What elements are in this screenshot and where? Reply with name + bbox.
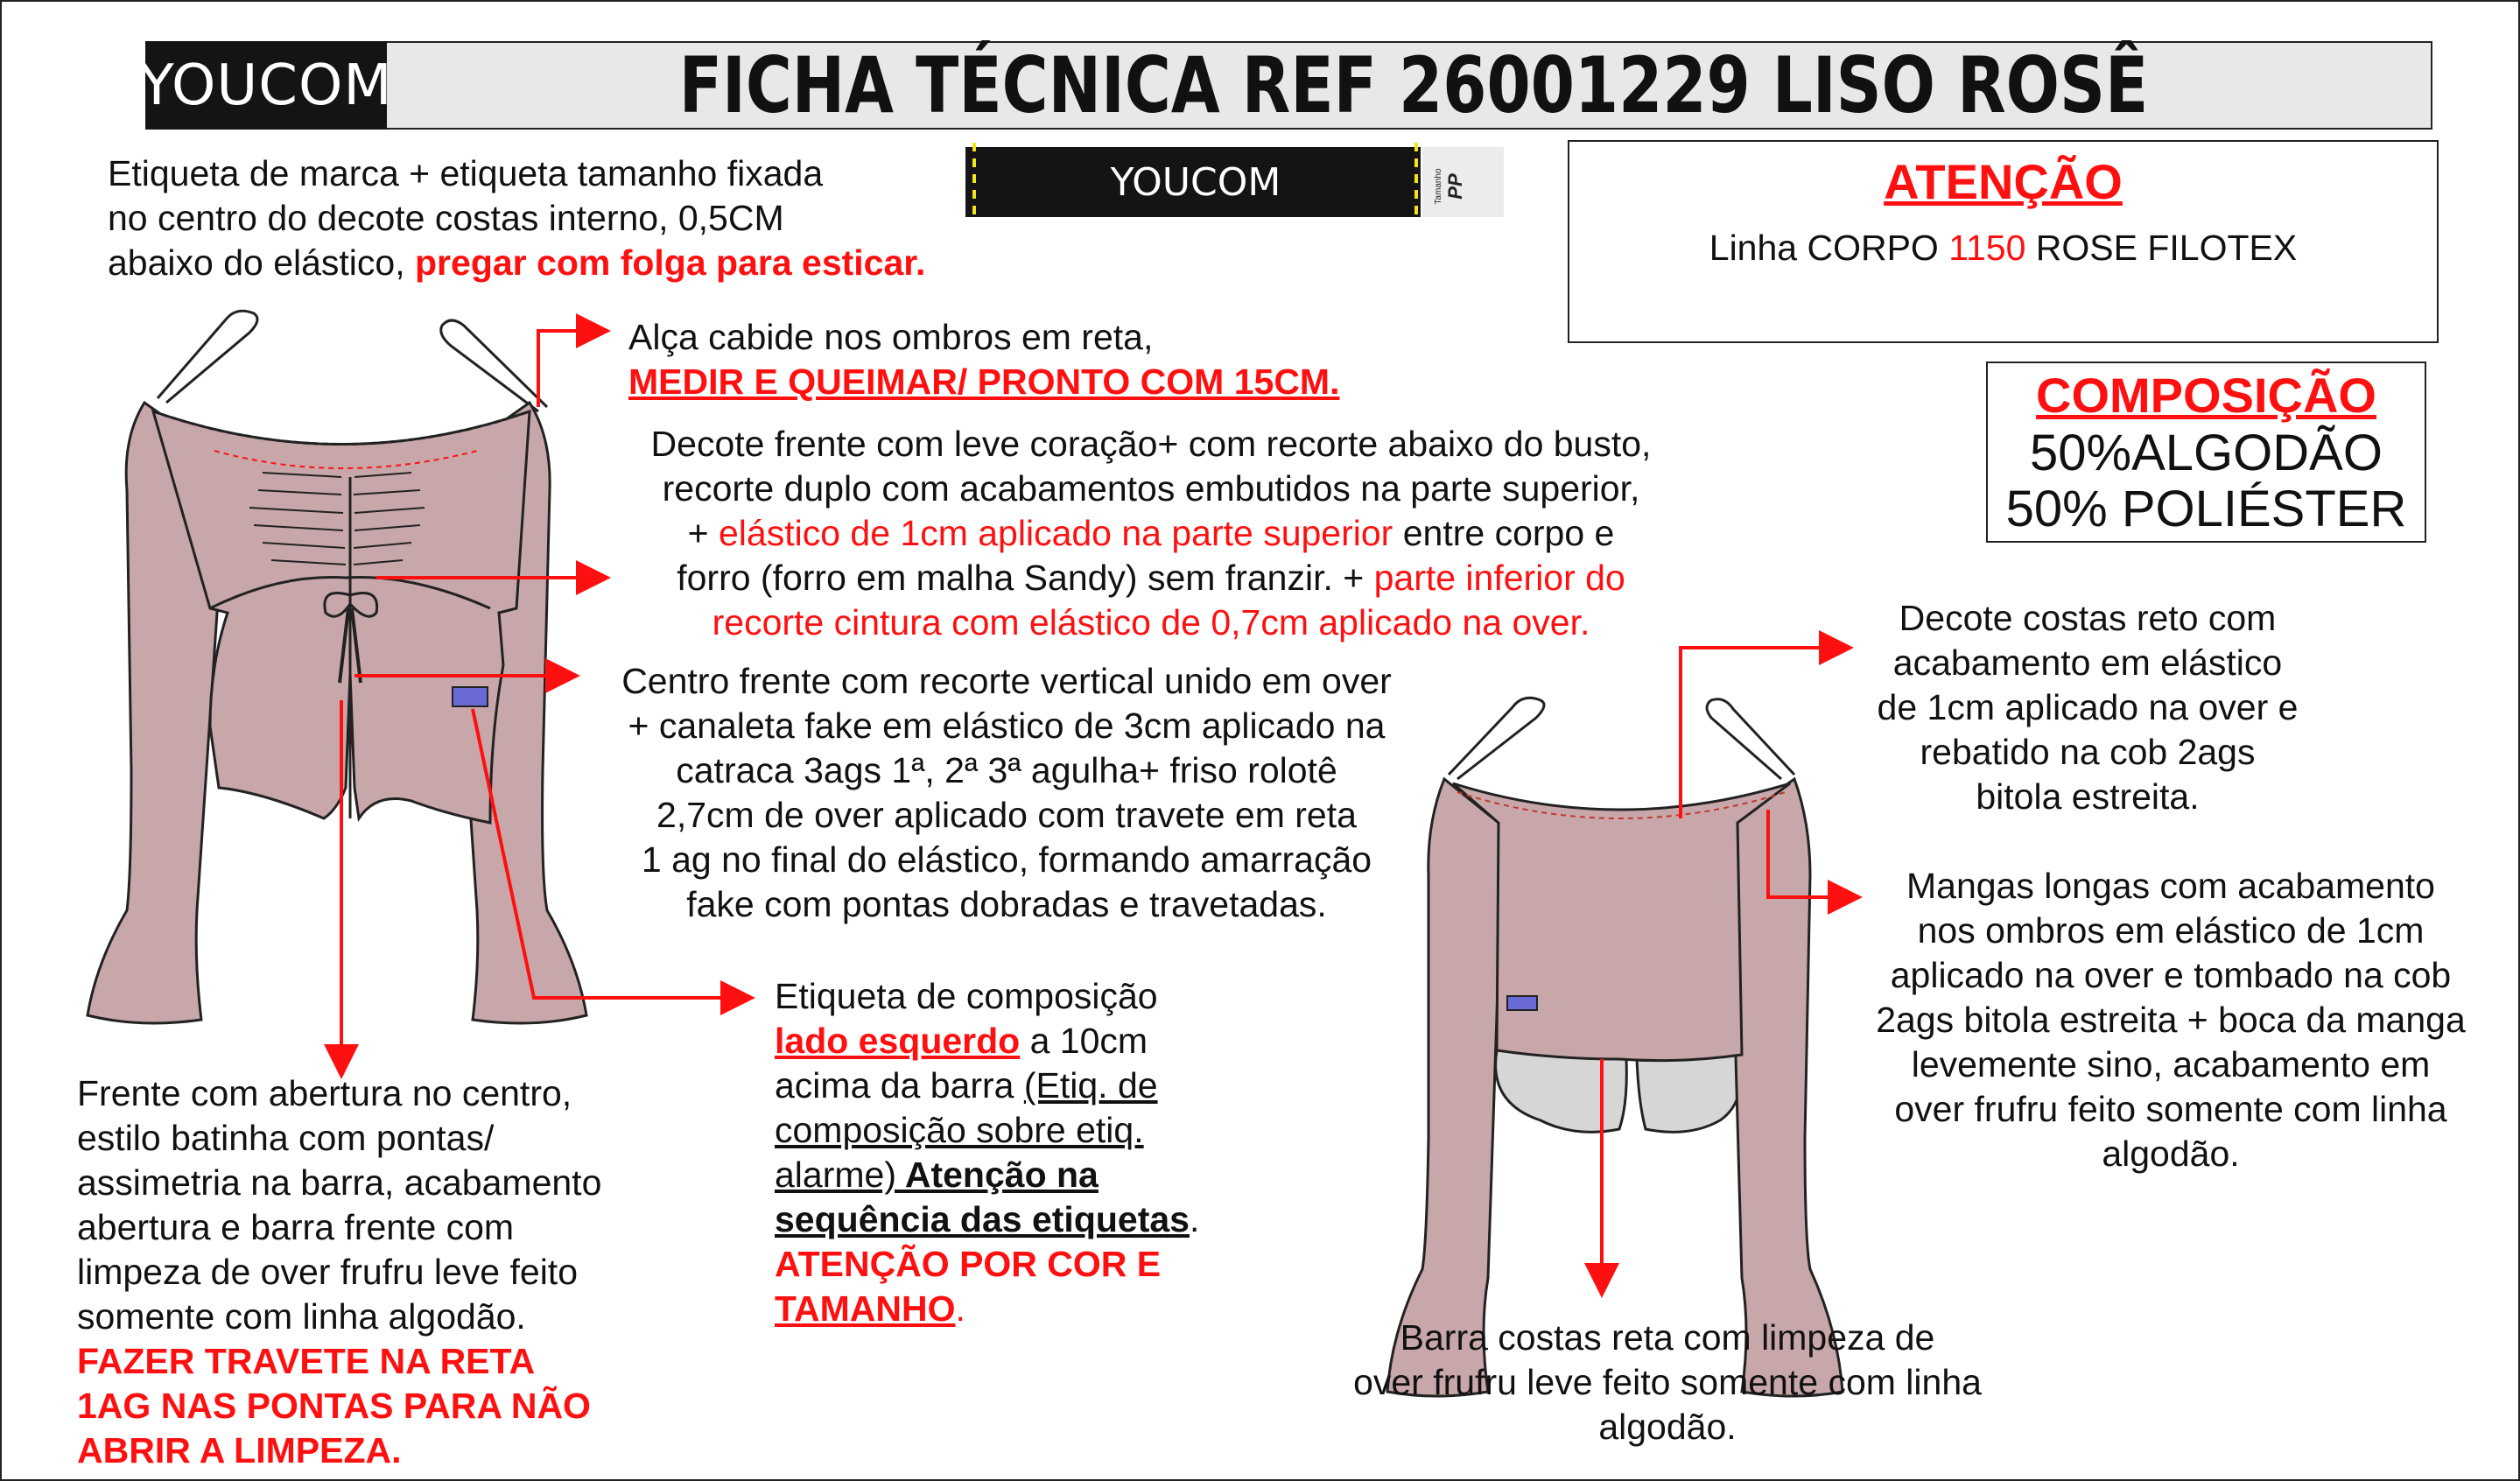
note-center-front <box>578 659 1435 927</box>
note-line: catraca 3ags 1ª, 2ª 3ª agulha+ friso rolotê <box>676 750 1337 790</box>
back-lining-right <box>1637 1055 1743 1132</box>
note-line: Centro frente com recorte vertical unido em over <box>621 661 1392 701</box>
note-bold: Atenção na <box>895 1155 1099 1195</box>
note-text: + <box>687 513 719 553</box>
note-underlined: composição sobre etiq. <box>775 1110 1144 1150</box>
note-neckline <box>560 422 1742 645</box>
attention-thread-code: 1150 <box>1948 228 2026 268</box>
back-strap-right <box>1707 699 1794 779</box>
note-text: entre corpo e <box>1393 513 1615 553</box>
composition-line-2: 50% POLIÉSTER <box>2005 481 2407 537</box>
note-line: recorte duplo com acabamentos embutidos na parte superior, <box>662 468 1640 509</box>
attention-prefix: Linha CORPO <box>1709 228 1949 268</box>
note-line: somente com linha algodão. <box>77 1296 526 1337</box>
note-back-neck <box>1821 596 2355 819</box>
note-line: Mangas longas com acabamento <box>1906 866 2435 906</box>
note-line: bitola estreita. <box>1976 776 2200 817</box>
note-highlight: ABRIR A LIMPEZA. <box>77 1430 402 1470</box>
note-line: de 1cm aplicado na over e <box>1877 687 2299 727</box>
front-garment-drawing <box>88 311 586 1023</box>
note-highlight: MEDIR E QUEIMAR/ PRONTO COM 15CM. <box>628 361 1340 402</box>
note-line: levemente sino, acabamento em <box>1911 1044 2431 1084</box>
note-highlight: parte inferior do <box>1373 558 1625 598</box>
composition-line-1: 50%ALGODÃO <box>2030 425 2383 481</box>
arrow-strap <box>538 331 604 407</box>
note-text: acima da barra <box>775 1065 1024 1105</box>
note-text: abaixo do elástico, <box>108 242 416 283</box>
note-highlight: TAMANHO <box>775 1288 956 1329</box>
note-back-hem <box>1295 1316 2039 1449</box>
note-line: Frente com abertura no centro, <box>77 1073 572 1113</box>
note-highlight: lado esquerdo <box>775 1021 1021 1061</box>
note-line: assimetria na barra, acabamento <box>77 1162 602 1203</box>
front-composition-label-patch <box>453 687 488 706</box>
note-line: no centro do decote costas interno, 0,5CM <box>108 198 784 238</box>
note-line: 1 ag no final do elástico, formando amarração <box>641 839 1372 880</box>
back-sleeve-right <box>1733 779 1843 1396</box>
front-strap-left <box>158 311 257 403</box>
attention-suffix: ROSE FILOTEX <box>2025 228 2298 268</box>
note-highlight: pregar com folga para esticar. <box>415 242 926 283</box>
attention-title: ATENÇÃO <box>1884 154 2123 209</box>
note-line: aplicado na over e tombado na cob <box>1890 955 2452 995</box>
note-line: algodão. <box>1598 1407 1737 1447</box>
label-size: PP <box>1444 173 1466 200</box>
composition-title: COMPOSIÇÃO <box>2036 368 2376 423</box>
note-line: acabamento em elástico <box>1892 642 2283 683</box>
note-underlined: alarme) <box>775 1155 896 1195</box>
note-line: over frufru feito somente com linha <box>1894 1089 2447 1129</box>
note-bold: sequência das etiquetas <box>775 1199 1190 1239</box>
back-strap-left <box>1449 698 1544 779</box>
note-sleeves <box>1829 864 2512 1176</box>
note-line: Etiqueta de marca + etiqueta tamanho fixada <box>108 153 824 193</box>
page-title: FICHA TÉCNICA REF 26001229 LISO ROSÊ <box>678 40 2149 130</box>
label-size-caption: Tamanho <box>1434 168 1443 205</box>
note-line <box>560 556 1742 600</box>
note-line: 2,7cm de over aplicado com travete em reta <box>656 795 1357 835</box>
note-label-position <box>108 151 983 285</box>
note-line: 2ags bitola estreita + boca da manga <box>1876 1000 2466 1040</box>
front-strap-right <box>441 320 547 411</box>
note-line: abertura e barra frente com <box>77 1207 515 1247</box>
note-text: . <box>1189 1199 1200 1239</box>
note-highlight: FAZER TRAVETE NA RETA <box>77 1341 536 1381</box>
back-garment-drawing <box>1387 698 1843 1396</box>
note-front-opening <box>77 1071 707 1473</box>
label-brand-text: YOUCOM <box>1110 160 1281 205</box>
note-highlight: elástico de 1cm aplicado na parte superior <box>719 513 1393 553</box>
note-line <box>560 511 1742 556</box>
note-highlight: 1AG NAS PONTAS PARA NÃO <box>77 1386 591 1426</box>
note-line: estilo batinha com pontas/ <box>77 1118 495 1158</box>
note-line: nos ombros em elástico de 1cm <box>1917 910 2425 951</box>
note-line: Barra costas reta com limpeza de <box>1400 1317 1935 1358</box>
note-strap <box>628 315 1504 404</box>
note-line: Etiqueta de composição <box>775 976 1158 1016</box>
note-text: . <box>955 1288 965 1329</box>
back-composition-label-patch <box>1507 996 1537 1010</box>
brand-logo: YOUCOM <box>145 41 387 130</box>
note-line <box>775 1063 1335 1108</box>
note-line: Decote frente com leve coração+ com recorte abaixo do busto, <box>650 424 1652 464</box>
note-text: a 10cm <box>1020 1021 1148 1061</box>
note-line: Alça cabide nos ombros em reta, <box>628 317 1154 357</box>
note-line: fake com pontas dobradas e travetadas. <box>686 884 1327 924</box>
note-line: algodão. <box>2102 1134 2240 1174</box>
note-underlined: (Etiq. de <box>1023 1065 1158 1105</box>
note-line <box>775 1287 1335 1331</box>
note-line: over frufru leve feito somente com linha <box>1353 1362 1982 1402</box>
note-line: limpeza de over frufru leve feito <box>77 1252 578 1292</box>
note-composition-label <box>775 974 1335 1331</box>
note-line <box>775 1197 1335 1242</box>
note-highlight: ATENÇÃO POR COR E <box>775 1244 1162 1284</box>
note-line <box>775 1019 1335 1063</box>
note-highlight: recorte cintura com elástico de 0,7cm aplicado na over. <box>712 602 1590 642</box>
note-line <box>108 241 983 285</box>
note-text: forro (forro em malha Sandy) sem franzir. + <box>677 558 1374 598</box>
note-line <box>775 1153 1335 1197</box>
note-line: + canaleta fake em elástico de 3cm aplicado na <box>628 705 1386 746</box>
back-lining-left <box>1496 1050 1627 1132</box>
note-line: Decote costas reto com <box>1899 598 2277 638</box>
note-line: rebatido na cob 2ags <box>1920 732 2256 772</box>
